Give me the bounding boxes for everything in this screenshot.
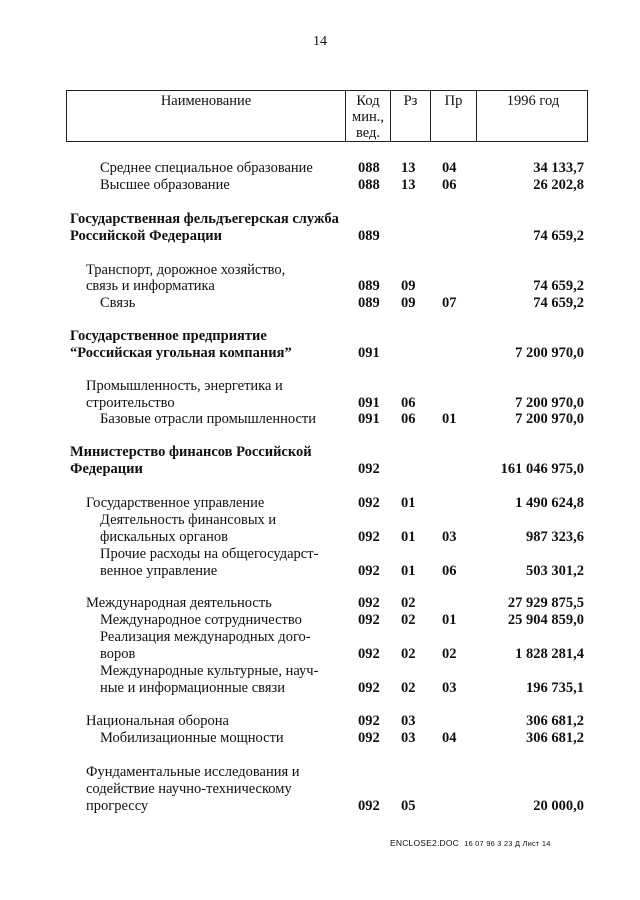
row-name: Международное сотрудничество — [100, 612, 302, 628]
header-name-label: Наименование — [160, 93, 252, 109]
header-pr-label: Пр — [444, 93, 463, 109]
row-sum: 503 301,2 — [526, 563, 584, 579]
row-pr: 01 — [442, 612, 457, 628]
row-name: Государственное управление — [86, 495, 265, 511]
row-name: воров — [100, 646, 136, 662]
row-name: Международные культурные, науч- — [100, 663, 319, 679]
row-kod: 092 — [358, 495, 380, 511]
table-row — [0, 327, 640, 345]
row-sum: 27 929 875,5 — [507, 595, 584, 611]
row-name: прогрессу — [86, 798, 149, 814]
row-pr: 02 — [442, 646, 457, 662]
row-rz: 06 — [401, 395, 416, 411]
row-rz: 09 — [401, 295, 416, 311]
row-name: фискальных органов — [100, 529, 228, 545]
row-kod: 092 — [358, 563, 380, 579]
row-name: Национальная оборона — [86, 713, 229, 729]
row-name: Промышленность, энергетика и — [86, 378, 283, 394]
row-name: содействие научно-техническому — [86, 781, 292, 797]
table-row — [0, 545, 640, 563]
row-sum: 26 202,8 — [533, 177, 584, 193]
row-rz: 01 — [401, 563, 416, 579]
row-kod: 092 — [358, 646, 380, 662]
table-row — [0, 780, 640, 798]
row-pr: 04 — [442, 160, 457, 176]
header-name — [67, 91, 345, 141]
row-kod: 092 — [358, 680, 380, 696]
table-row — [0, 679, 640, 697]
row-name: строительство — [86, 395, 175, 411]
row-pr: 03 — [442, 529, 457, 545]
table-row — [0, 511, 640, 529]
row-rz: 02 — [401, 680, 416, 696]
row-name: “Российская угольная компания” — [70, 345, 292, 361]
footer-stamp: 16 07 96 3 23 Д Лист 14 — [464, 839, 551, 848]
row-name: Транспорт, дорожное хозяйство, — [86, 262, 286, 278]
row-name: Государственное предприятие — [70, 328, 267, 344]
row-sum: 74 659,2 — [533, 295, 584, 311]
row-pr: 01 — [442, 411, 457, 427]
row-name: Фундаментальные исследования и — [86, 764, 300, 780]
row-pr: 06 — [442, 563, 457, 579]
row-sum: 1 490 624,8 — [515, 495, 584, 511]
table-row — [0, 377, 640, 395]
row-kod: 092 — [358, 612, 380, 628]
row-kod: 091 — [358, 345, 380, 361]
row-sum: 306 681,2 — [526, 713, 584, 729]
row-pr: 04 — [442, 730, 457, 746]
header-kod-line-2: мин., — [352, 109, 384, 125]
table-row — [0, 277, 640, 295]
row-rz: 03 — [401, 713, 416, 729]
row-rz: 02 — [401, 612, 416, 628]
table-row — [0, 797, 640, 815]
row-rz: 06 — [401, 411, 416, 427]
row-name: Среднее специальное образование — [100, 160, 313, 176]
row-name: Министерство финансов Российской — [70, 444, 312, 460]
row-kod: 092 — [358, 713, 380, 729]
table-row — [0, 344, 640, 362]
page-number: 14 — [313, 34, 327, 49]
row-name: ные и информационные связи — [100, 680, 285, 696]
row-sum: 987 323,6 — [526, 529, 584, 545]
table-row — [0, 210, 640, 228]
row-rz: 05 — [401, 798, 416, 814]
row-rz: 02 — [401, 595, 416, 611]
table-row — [0, 594, 640, 612]
row-kod: 092 — [358, 461, 380, 477]
row-kod: 088 — [358, 160, 380, 176]
header-rz — [390, 91, 430, 141]
table-row — [0, 443, 640, 461]
row-sum: 34 133,7 — [533, 160, 584, 176]
row-rz: 02 — [401, 646, 416, 662]
row-sum: 196 735,1 — [526, 680, 584, 696]
row-rz: 03 — [401, 730, 416, 746]
row-name: Прочие расходы на общегосударст- — [100, 546, 319, 562]
row-sum: 74 659,2 — [533, 228, 584, 244]
table-row — [0, 494, 640, 512]
row-name: Связь — [100, 295, 136, 311]
row-rz: 13 — [401, 160, 416, 176]
row-rz: 01 — [401, 495, 416, 511]
table-row — [0, 410, 640, 428]
header-year — [476, 91, 589, 141]
table-header — [66, 90, 588, 142]
row-name: Реализация международных дого- — [100, 629, 311, 645]
row-name: Федерации — [70, 461, 143, 477]
table-row — [0, 528, 640, 546]
row-pr: 03 — [442, 680, 457, 696]
row-kod: 089 — [358, 278, 380, 294]
table-row — [0, 176, 640, 194]
table-row — [0, 611, 640, 629]
footer — [390, 838, 551, 848]
row-kod: 092 — [358, 730, 380, 746]
row-name: связь и информатика — [86, 278, 215, 294]
header-kod-line-3: вед. — [355, 125, 380, 141]
row-sum: 7 200 970,0 — [515, 345, 584, 361]
table-row — [0, 763, 640, 781]
header-year-label: 1996 год — [506, 93, 560, 109]
row-sum: 25 904 859,0 — [507, 612, 584, 628]
header-pr — [430, 91, 476, 141]
row-pr: 07 — [442, 295, 457, 311]
row-kod: 091 — [358, 395, 380, 411]
row-sum: 74 659,2 — [533, 278, 584, 294]
table-row — [0, 662, 640, 680]
row-sum: 20 000,0 — [533, 798, 584, 814]
row-rz: 01 — [401, 529, 416, 545]
row-name: Государственная фельдъегерская служба — [70, 211, 339, 227]
table-row — [0, 729, 640, 747]
table-row — [0, 159, 640, 177]
row-kod: 092 — [358, 529, 380, 545]
header-kod — [345, 91, 390, 141]
row-kod: 092 — [358, 798, 380, 814]
row-kod: 089 — [358, 295, 380, 311]
row-name: Российской Федерации — [70, 228, 223, 244]
table-row — [0, 562, 640, 580]
table-row — [0, 294, 640, 312]
row-kod: 088 — [358, 177, 380, 193]
row-name: Базовые отрасли промышленности — [100, 411, 317, 427]
row-kod: 089 — [358, 228, 380, 244]
footer-file: ENCLOSE2.DOC — [390, 838, 460, 848]
row-pr: 06 — [442, 177, 457, 193]
table-row — [0, 227, 640, 245]
row-kod: 092 — [358, 595, 380, 611]
row-sum: 7 200 970,0 — [515, 411, 584, 427]
row-sum: 7 200 970,0 — [515, 395, 584, 411]
row-name: венное управление — [100, 563, 218, 579]
row-name: Мобилизационные мощности — [100, 730, 284, 746]
row-rz: 09 — [401, 278, 416, 294]
table-row — [0, 645, 640, 663]
row-sum: 161 046 975,0 — [500, 461, 584, 477]
row-sum: 1 828 281,4 — [515, 646, 584, 662]
table-row — [0, 712, 640, 730]
table-row — [0, 628, 640, 646]
header-kod-line-1: Код — [356, 93, 380, 109]
row-sum: 306 681,2 — [526, 730, 584, 746]
table-row — [0, 460, 640, 478]
row-rz: 13 — [401, 177, 416, 193]
header-rz-label: Рз — [403, 93, 418, 109]
row-name: Деятельность финансовых и — [100, 512, 277, 528]
row-name: Высшее образование — [100, 177, 230, 193]
row-name: Международная деятельность — [86, 595, 272, 611]
row-kod: 091 — [358, 411, 380, 427]
